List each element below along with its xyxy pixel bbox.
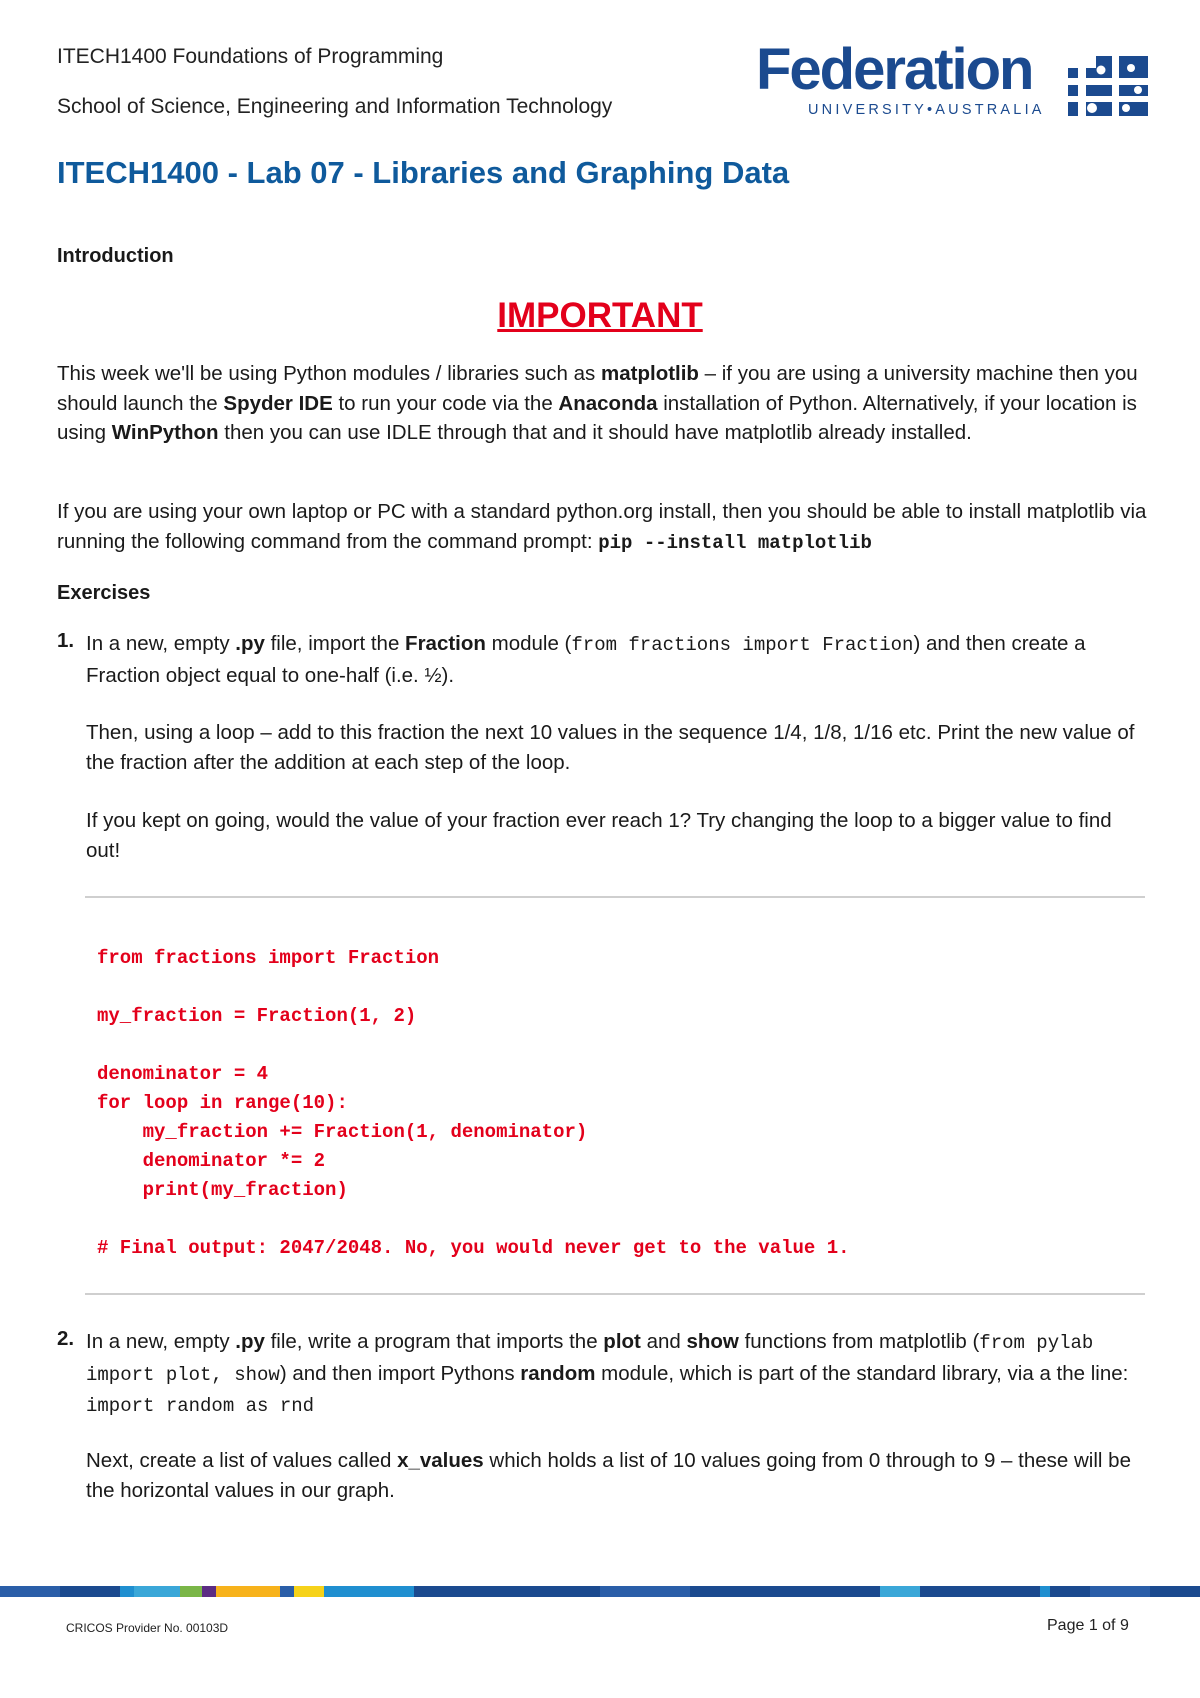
exercises-heading: Exercises: [57, 582, 151, 604]
code-line: print(my_fraction): [97, 1179, 348, 1201]
pip-command: pip --install matplotlib: [598, 531, 872, 554]
code-line: my_fraction += Fraction(1, denominator): [97, 1121, 588, 1143]
code-block-top-rule: [85, 896, 1145, 898]
federation-university-logo: [756, 37, 1150, 124]
important-heading: IMPORTANT: [497, 296, 703, 335]
page-number: Page 1 of 9: [1047, 1617, 1129, 1634]
code-line: denominator *= 2: [97, 1150, 326, 1172]
exercise-2-number: 2.: [57, 1327, 75, 1350]
cricos-provider: CRICOS Provider No. 00103D: [66, 1621, 229, 1635]
document-title: ITECH1400 - Lab 07 - Libraries and Graphing Data: [57, 155, 790, 190]
code-line: for loop in range(10):: [97, 1092, 348, 1114]
intro-paragraph-2: If you are using your own laptop or PC with a standard python.org install, then you should be able to install matplotlib via running the following command from the command prompt: pip --install matplotlib: [57, 500, 1147, 554]
logo-wordmark: Federation: [756, 37, 1033, 102]
exercise-1-paragraph-2: Then, using a loop – add to this fraction the next 10 values in the sequence 1/4, 1/8, 1/16 etc. Print the new value of the fraction after the addition at each step of the loop.: [86, 721, 1135, 774]
logo-subtitle: UNIVERSITY•AUSTRALIA: [808, 102, 1045, 118]
school-name: School of Science, Engineering and Information Technology: [57, 95, 613, 118]
intro-paragraph-1: This week we'll be using Python modules / libraries such as matplotlib – if you are using a university machine then you should launch the Spyder IDE to run your code via the Anaconda installation of Python. Alternatively, if your location is using WinPython then you can use IDLE through that and it should have matplotlib already installed.: [57, 362, 1138, 444]
code-line: from fractions import Fraction: [97, 947, 440, 969]
exercise-2-paragraph-2: Next, create a list of values called x_values which holds a list of 10 values going from 0 through to 9 – these will be the horizontal values in our graph.: [86, 1449, 1131, 1502]
exercise-2-paragraph-1: In a new, empty .py file, write a program that imports the plot and show functions from matplotlib (from pylab import plot, show) and then import Pythons random module, which is part of the standard library, via a the line: import random as rnd: [86, 1330, 1129, 1417]
exercise-1-number: 1.: [57, 629, 75, 652]
exercise-1-paragraph-3: If you kept on going, would the value of your fraction ever reach 1? Try changing the loop to a bigger value to find out!: [86, 809, 1112, 862]
introduction-heading: Introduction: [57, 245, 174, 267]
footer-color-band: [0, 1586, 1200, 1597]
code-comment: # Final output: 2047/2048. No, you would never get to the value 1.: [97, 1237, 850, 1259]
flag-icon: [1068, 52, 1148, 120]
code-block-bottom-rule: [85, 1293, 1145, 1295]
exercise-1-paragraph-1: In a new, empty .py file, import the Fraction module (from fractions import Fraction) and then create a Fraction object equal to one-half (i.e. ½).: [86, 632, 1086, 687]
course-name: ITECH1400 Foundations of Programming: [57, 45, 444, 68]
code-line: my_fraction = Fraction(1, 2): [97, 1005, 417, 1027]
code-line: denominator = 4: [97, 1063, 269, 1085]
